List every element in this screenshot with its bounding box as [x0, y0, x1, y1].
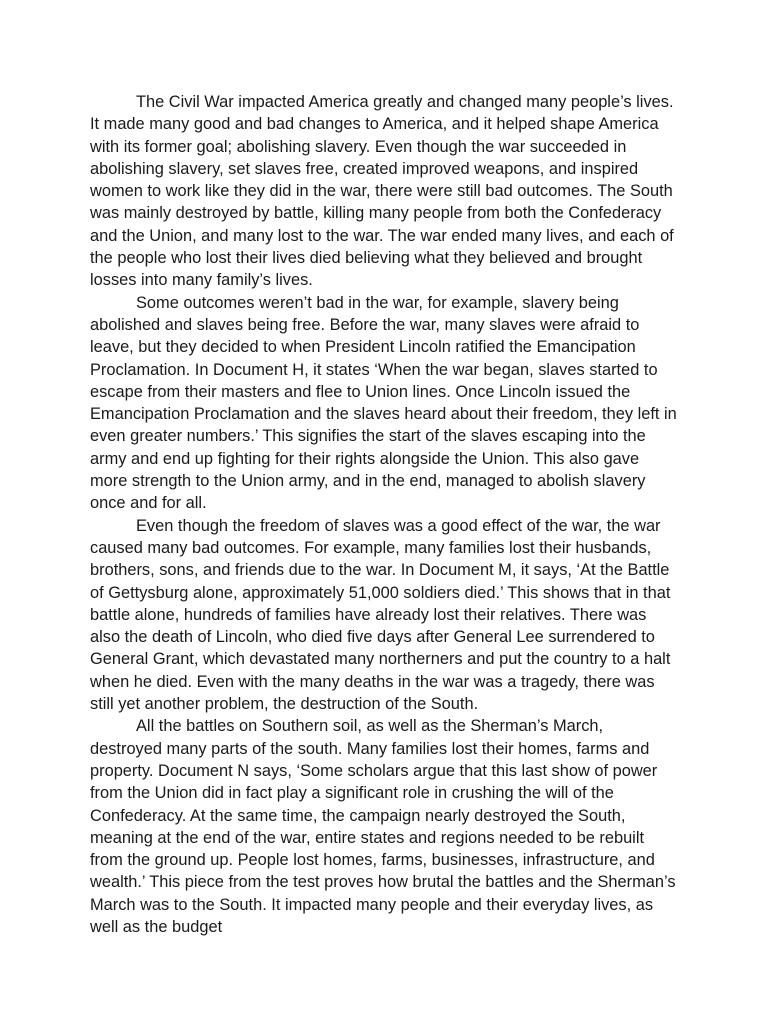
paragraph-4: All the battles on Southern soil, as well as the Sherman’s March, destroyed many parts of the south. Many families lost their homes, farms and property. Document N says, ‘Some scholars argue that this last show of power from the Union did in fact play a significant role in crushing the will of the Confederacy. At the same time, the campaign nearly destroyed the South, meaning at the end of the war, entire states and regions needed to be rebuilt from the ground up. People lost homes, farms, businesses, infrastructure, and wealth.’ This piece from the test proves how brutal the battles and the Sherman’s March was to the South. It impacted many people and their everyday lives, as well as the budget [90, 717, 676, 936]
paragraph-2: Some outcomes weren’t bad in the war, for example, slavery being abolished and slaves being free. Before the war, many slaves were afraid to leave, but they decided to when President Lincoln ratified the Emancipation Proclamation. In Document H, it states ‘When the war began, slaves started to escape from their masters and flee to Union lines. Once Lincoln issued the Emancipation Proclamation and the slaves heard about their freedom, they left in even greater numbers.’ This signifies the start of the slaves escaping into the army and end up fighting for their rights alongside the Union. This also gave more strength to the Union army, and in the end, managed to abolish slavery once and for all. [90, 293, 677, 513]
paragraph-3: Even though the freedom of slaves was a good effect of the war, the war caused many bad outcomes. For example, many families lost their husbands, brothers, sons, and friends due to the war. In Document M, it says, ‘At the Battle of Gettysburg alone, approximately 51,000 soldiers died.’ This shows that in that battle alone, hundreds of families have already lost their relatives. There was also the death of Lincoln, who died five days after General Lee surrendered to General Grant, which devastated many northerners and put the country to a halt when he died. Even with the many deaths in the war was a tragedy, there was still yet another problem, the destruction of the South. [90, 516, 671, 714]
document-page [90, 91, 678, 938]
paragraph-1: The Civil War impacted America greatly and changed many people’s lives. It made many good and bad changes to America, and it helped shape America with its former goal; abolishing slavery. Even though the war succeeded in abolishing slavery, set slaves free, created improved weapons, and inspired women to work like they did in the war, there were still bad outcomes. The South was mainly destroyed by battle, killing many people from both the Confederacy and the Union, and many lost to the war. The war ended many lives, and each of the people who lost their lives died believing what they believed and brought losses into many family’s lives. [90, 93, 674, 290]
